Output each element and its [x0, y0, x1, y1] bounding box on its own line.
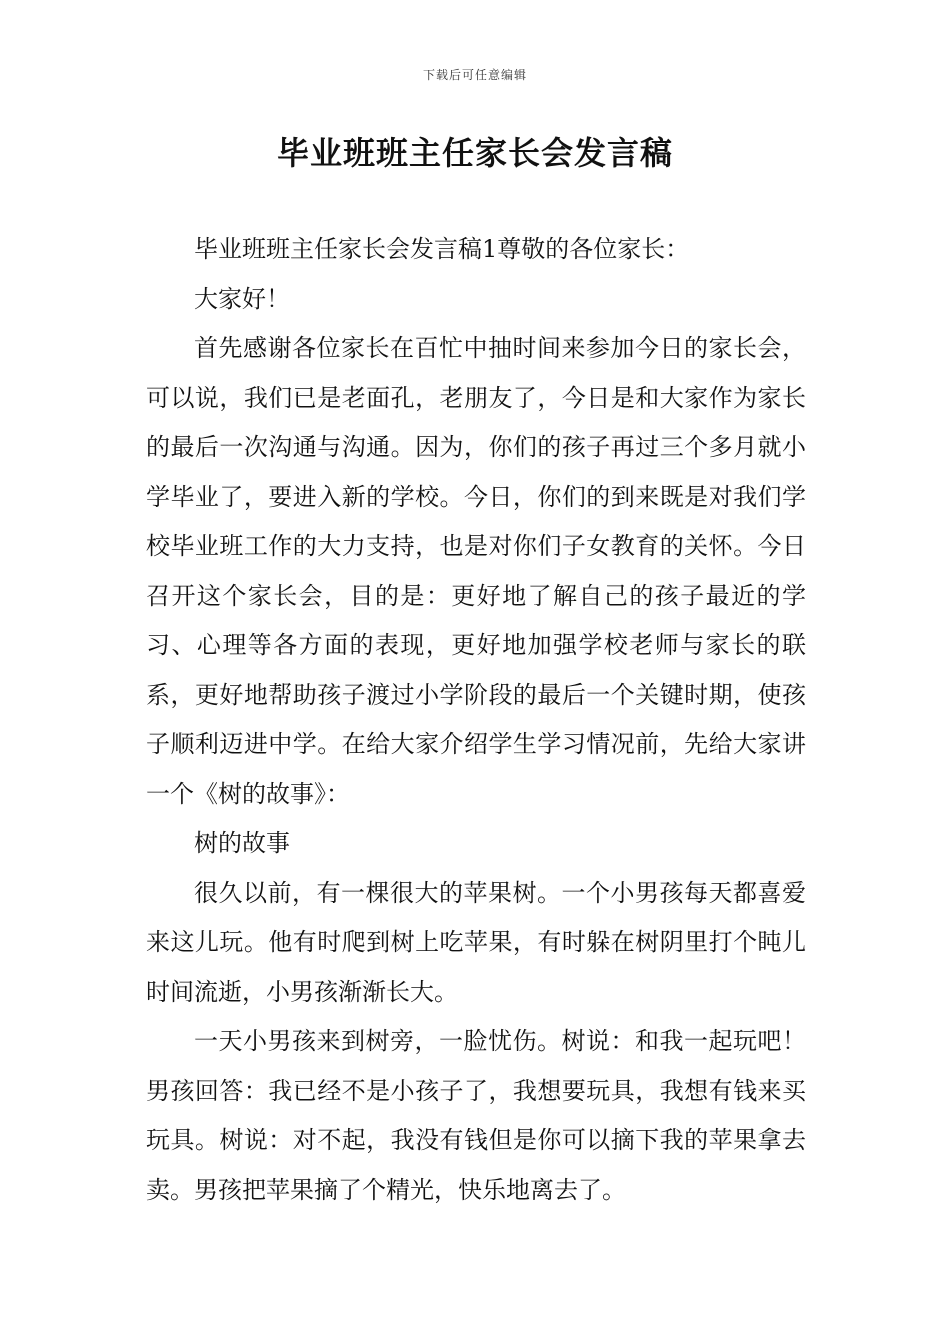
paragraph-greeting: 大家好！	[194, 284, 290, 313]
document-title: 毕业班班主任家长会发言稿	[276, 134, 673, 172]
header-note: 下载后可任意编辑	[422, 68, 527, 82]
paragraph-story-2: 一天小男孩来到树旁，一脸忧伤。树说：和我一起玩吧！男孩回答：我已经不是小孩子了，我想要玩具，我想有钱来买玩具。树说：对不起，我没有钱但是你可以摘下我的苹果拿去卖。男孩把苹果摘了个精光，快乐地离去了。	[146, 1027, 806, 1204]
paragraph-story-title: 树的故事	[194, 829, 290, 857]
document-body	[146, 225, 806, 1215]
paragraph-introduction: 首先感谢各位家长在百忙中抽时间来参加今日的家长会，可以说，我们已是老面孔，老朋友了，今日是和大家作为家长的最后一次沟通与沟通。因为，你们的孩子再过三个多月就小学毕业了，要进入新的学校。今日，你们的到来既是对我们学校毕业班工作的大力支持，也是对你们子女教育的关怀。今日召开这个家长会，目的是：更好地了解自己的孩子最近的学习、心理等各方面的表现，更好地加强学校老师与家长的联系，更好地帮助孩子渡过小学阶段的最后一个关键时期，使孩子顺利迈进中学。在给大家介绍学生学习情况前，先给大家讲一个《树的故事》：	[146, 334, 806, 808]
paragraph-story-1: 很久以前，有一棵很大的苹果树。一个小男孩每天都喜爱来这儿玩。他有时爬到树上吃苹果，有时躲在树阴里打个盹儿时间流逝，小男孩渐渐长大。	[146, 878, 806, 1006]
paragraph-salutation: 毕业班班主任家长会发言稿1尊敬的各位家长：	[194, 235, 690, 263]
